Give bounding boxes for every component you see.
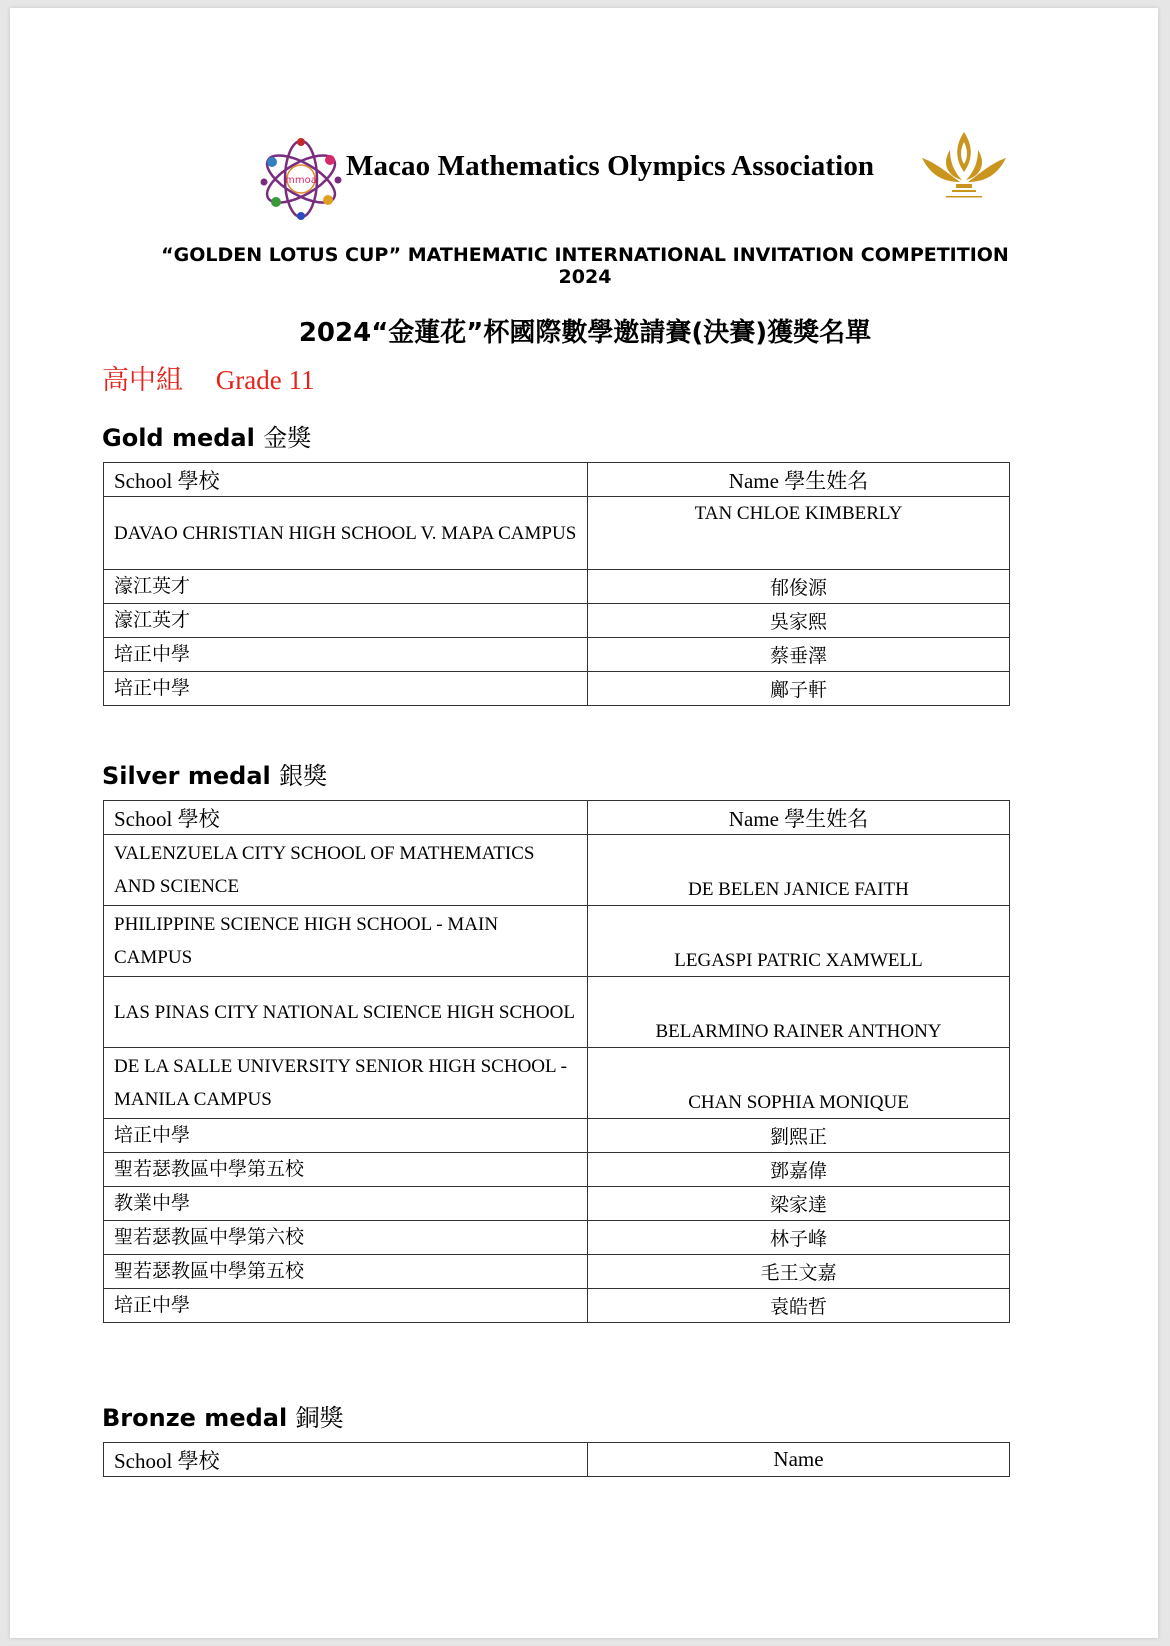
table-row bbox=[104, 1187, 1010, 1221]
table-row bbox=[104, 497, 1010, 570]
document-page bbox=[10, 8, 1158, 1638]
school-cell: DE LA SALLE UNIVERSITY SENIOR HIGH SCHOOL - MANILA CAMPUS bbox=[104, 1048, 588, 1119]
silver-title-en: Silver medal bbox=[102, 762, 271, 790]
silver-medal-table bbox=[103, 800, 1010, 1323]
student-name-cell: 鄧嘉偉 bbox=[588, 1153, 1010, 1187]
table-row bbox=[104, 1048, 1010, 1119]
gold-title-cn: 金獎 bbox=[263, 424, 312, 452]
student-name-cell: CHAN SOPHIA MONIQUE bbox=[588, 1048, 1010, 1119]
table-row bbox=[104, 1289, 1010, 1323]
school-cell: LAS PINAS CITY NATIONAL SCIENCE HIGH SCHOOL bbox=[104, 977, 588, 1048]
student-name-cell: BELARMINO RAINER ANTHONY bbox=[588, 977, 1010, 1048]
student-name-cell: 林子峰 bbox=[588, 1221, 1010, 1255]
group-en: Grade 11 bbox=[215, 365, 315, 395]
gold-medal-heading bbox=[102, 418, 311, 453]
school-column-header: School 學校 bbox=[104, 801, 588, 835]
golden-lotus-logo bbox=[920, 128, 1008, 206]
table-row bbox=[104, 570, 1010, 604]
school-cell: 聖若瑟教區中學第五校 bbox=[104, 1153, 588, 1187]
table-row bbox=[104, 672, 1010, 706]
bronze-title-cn: 銅獎 bbox=[295, 1404, 344, 1432]
student-name-cell: TAN CHLOE KIMBERLY bbox=[588, 497, 1010, 570]
student-name-cell: 郁俊源 bbox=[588, 570, 1010, 604]
logo-text: mmoa bbox=[285, 175, 317, 186]
school-cell: DAVAO CHRISTIAN HIGH SCHOOL V. MAPA CAMPUS bbox=[104, 497, 588, 570]
student-name-cell: 梁家達 bbox=[588, 1187, 1010, 1221]
table-header-row bbox=[104, 801, 1010, 835]
table-header-row bbox=[104, 1443, 1010, 1477]
table-header-row bbox=[104, 463, 1010, 497]
school-cell: 培正中學 bbox=[104, 672, 588, 706]
gold-medal-table bbox=[103, 462, 1010, 706]
school-cell: 培正中學 bbox=[104, 1289, 588, 1323]
silver-medal-heading bbox=[102, 756, 327, 791]
table-row bbox=[104, 835, 1010, 906]
bronze-title-en: Bronze medal bbox=[102, 1404, 288, 1432]
table-row bbox=[104, 1221, 1010, 1255]
school-cell: VALENZUELA CITY SCHOOL OF MATHEMATICS AND SCIENCE bbox=[104, 835, 588, 906]
table-row bbox=[104, 638, 1010, 672]
name-column-header: Name bbox=[588, 1443, 1010, 1477]
table-row bbox=[104, 977, 1010, 1048]
subtitle-line-1: “GOLDEN LOTUS CUP” MATHEMATIC INTERNATIONAL INVITATION COMPETITION bbox=[161, 244, 1009, 266]
table-row bbox=[104, 1119, 1010, 1153]
school-column-header: School 學校 bbox=[104, 1443, 588, 1477]
student-name-cell: 鄺子軒 bbox=[588, 672, 1010, 706]
table-row bbox=[104, 1153, 1010, 1187]
name-column-header: Name 學生姓名 bbox=[588, 463, 1010, 497]
school-cell: 濠江英才 bbox=[104, 604, 588, 638]
competition-subtitle bbox=[70, 244, 1100, 288]
student-name-cell: 袁皓哲 bbox=[588, 1289, 1010, 1323]
bronze-medal-heading bbox=[102, 1398, 344, 1433]
subtitle-line-2: 2024 bbox=[558, 266, 612, 288]
school-cell: 教業中學 bbox=[104, 1187, 588, 1221]
school-cell: 聖若瑟教區中學第五校 bbox=[104, 1255, 588, 1289]
grade-group bbox=[102, 358, 314, 397]
letterhead bbox=[10, 128, 1158, 228]
school-cell: PHILIPPINE SCIENCE HIGH SCHOOL - MAIN CAMPUS bbox=[104, 906, 588, 977]
mmoa-atom-logo bbox=[258, 136, 344, 222]
bronze-medal-table bbox=[103, 1442, 1010, 1477]
school-column-header: School 學校 bbox=[104, 463, 588, 497]
table-row bbox=[104, 906, 1010, 977]
school-cell: 濠江英才 bbox=[104, 570, 588, 604]
gold-title-en: Gold medal bbox=[102, 424, 255, 452]
silver-title-cn: 銀獎 bbox=[279, 762, 328, 790]
group-cn: 高中組 bbox=[102, 365, 183, 395]
student-name-cell: 吳家熙 bbox=[588, 604, 1010, 638]
school-cell: 聖若瑟教區中學第六校 bbox=[104, 1221, 588, 1255]
student-name-cell: 蔡垂澤 bbox=[588, 638, 1010, 672]
student-name-cell: LEGASPI PATRIC XAMWELL bbox=[588, 906, 1010, 977]
table-row bbox=[104, 1255, 1010, 1289]
student-name-cell: 毛王文嘉 bbox=[588, 1255, 1010, 1289]
name-column-header: Name 學生姓名 bbox=[588, 801, 1010, 835]
organization-name: Macao Mathematics Olympics Association bbox=[346, 150, 875, 182]
student-name-cell: DE BELEN JANICE FAITH bbox=[588, 835, 1010, 906]
student-name-cell: 劉熙正 bbox=[588, 1119, 1010, 1153]
table-row bbox=[104, 604, 1010, 638]
school-cell: 培正中學 bbox=[104, 1119, 588, 1153]
chinese-title: 2024“金蓮花”杯國際數學邀請賽(決賽)獲獎名單 bbox=[298, 318, 872, 348]
school-cell: 培正中學 bbox=[104, 638, 588, 672]
